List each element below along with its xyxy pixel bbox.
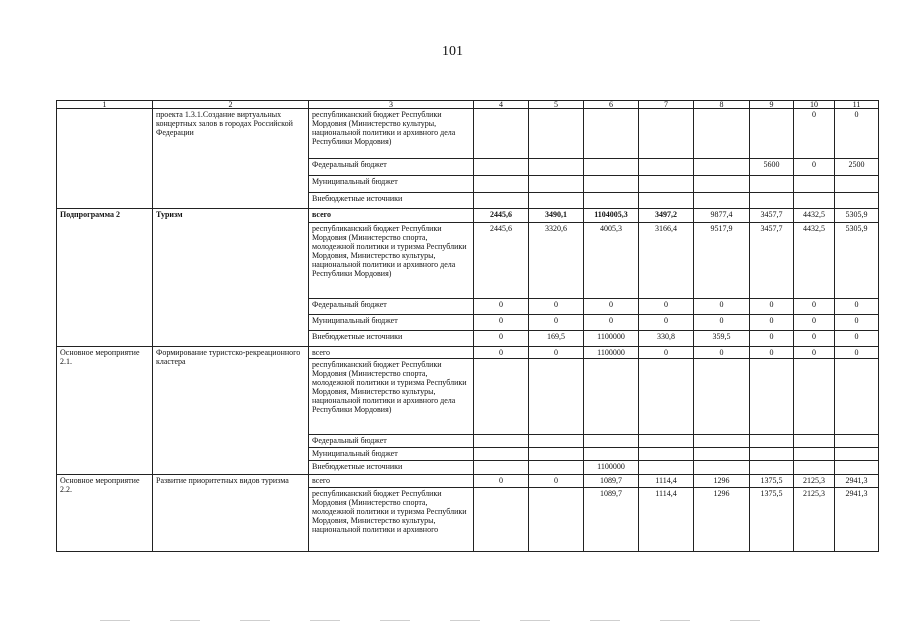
amount-cell bbox=[794, 359, 835, 435]
program-name: Формирование туристско-рекреационного кластера bbox=[153, 347, 309, 475]
amount-cell bbox=[694, 448, 750, 461]
column-header: 5 bbox=[529, 101, 584, 109]
program-name: проекта 1.3.1.Создание виртуальных концертных залов в городах Российской Федерации bbox=[153, 109, 309, 209]
amount-cell: 0 bbox=[794, 331, 835, 347]
amount-cell bbox=[529, 109, 584, 159]
funding-source: Федеральный бюджет bbox=[309, 299, 474, 315]
amount-cell: 3490,1 bbox=[529, 209, 584, 223]
amount-cell bbox=[584, 176, 639, 193]
amount-cell: 0 bbox=[474, 331, 529, 347]
amount-cell: 2500 bbox=[835, 159, 879, 176]
amount-cell: 5305,9 bbox=[835, 223, 879, 299]
amount-cell: 0 bbox=[694, 347, 750, 359]
amount-cell: 0 bbox=[835, 331, 879, 347]
amount-cell: 330,8 bbox=[639, 331, 694, 347]
program-code: Подпрограмма 2 bbox=[57, 209, 153, 347]
amount-cell: 4432,5 bbox=[794, 223, 835, 299]
amount-cell: 0 bbox=[794, 299, 835, 315]
amount-cell: 1100000 bbox=[584, 461, 639, 475]
amount-cell bbox=[835, 461, 879, 475]
funding-source: Муниципальный бюджет bbox=[309, 315, 474, 331]
amount-cell: 0 bbox=[584, 299, 639, 315]
amount-cell: 0 bbox=[750, 315, 794, 331]
amount-cell: 0 bbox=[639, 315, 694, 331]
amount-cell bbox=[474, 359, 529, 435]
amount-cell: 0 bbox=[794, 347, 835, 359]
amount-cell: 4432,5 bbox=[794, 209, 835, 223]
amount-cell bbox=[835, 448, 879, 461]
amount-cell: 3166,4 bbox=[639, 223, 694, 299]
program-name: Развитие приоритетных видов туризма bbox=[153, 475, 309, 552]
column-header: 10 bbox=[794, 101, 835, 109]
amount-cell bbox=[639, 109, 694, 159]
amount-cell bbox=[639, 435, 694, 448]
column-header: 6 bbox=[584, 101, 639, 109]
amount-cell: 1100000 bbox=[584, 347, 639, 359]
funding-source: Внебюджетные источники bbox=[309, 331, 474, 347]
funding-source: Внебюджетные источники bbox=[309, 461, 474, 475]
amount-cell: 2125,3 bbox=[794, 488, 835, 552]
amount-cell: 1089,7 bbox=[584, 475, 639, 488]
amount-cell: 0 bbox=[750, 347, 794, 359]
amount-cell: 0 bbox=[835, 347, 879, 359]
amount-cell: 3497,2 bbox=[639, 209, 694, 223]
amount-cell bbox=[474, 435, 529, 448]
amount-cell bbox=[639, 461, 694, 475]
amount-cell bbox=[529, 435, 584, 448]
amount-cell bbox=[584, 448, 639, 461]
amount-cell: 0 bbox=[639, 299, 694, 315]
amount-cell bbox=[529, 176, 584, 193]
amount-cell bbox=[794, 193, 835, 209]
table-row bbox=[57, 209, 879, 223]
amount-cell bbox=[529, 193, 584, 209]
funding-source: Федеральный бюджет bbox=[309, 435, 474, 448]
program-code bbox=[57, 109, 153, 209]
amount-cell: 0 bbox=[750, 331, 794, 347]
amount-cell bbox=[750, 461, 794, 475]
amount-cell: 2445,6 bbox=[474, 209, 529, 223]
amount-cell bbox=[750, 109, 794, 159]
column-header: 11 bbox=[835, 101, 879, 109]
funding-source: всего bbox=[309, 475, 474, 488]
amount-cell bbox=[474, 448, 529, 461]
amount-cell: 0 bbox=[835, 299, 879, 315]
amount-cell: 3457,7 bbox=[750, 209, 794, 223]
amount-cell: 0 bbox=[529, 347, 584, 359]
amount-cell: 359,5 bbox=[694, 331, 750, 347]
amount-cell: 0 bbox=[835, 109, 879, 159]
amount-cell bbox=[694, 193, 750, 209]
funding-source: республиканский бюджет Республики Мордовия (Министерство спорта, молодежной политики и туризма Республики Мордовия, Министерство культуры, национальной политики и архивного bbox=[309, 488, 474, 552]
funding-source: республиканский бюджет Республики Мордовия (Министерство спорта, молодежной политики и туризма Республики Мордовия, Министерство культуры, национальной политики и архивного дела Республики Мордовия) bbox=[309, 223, 474, 299]
amount-cell bbox=[529, 359, 584, 435]
amount-cell: 1296 bbox=[694, 475, 750, 488]
amount-cell: 0 bbox=[794, 109, 835, 159]
amount-cell: 2125,3 bbox=[794, 475, 835, 488]
column-header: 3 bbox=[309, 101, 474, 109]
amount-cell bbox=[794, 448, 835, 461]
amount-cell: 169,5 bbox=[529, 331, 584, 347]
amount-cell bbox=[639, 176, 694, 193]
amount-cell bbox=[694, 461, 750, 475]
amount-cell bbox=[529, 448, 584, 461]
funding-source: всего bbox=[309, 347, 474, 359]
column-header: 2 bbox=[153, 101, 309, 109]
table-row bbox=[57, 347, 879, 359]
amount-cell bbox=[750, 448, 794, 461]
amount-cell: 0 bbox=[529, 475, 584, 488]
program-name: Туризм bbox=[153, 209, 309, 347]
amount-cell: 3457,7 bbox=[750, 223, 794, 299]
funding-source: Муниципальный бюджет bbox=[309, 176, 474, 193]
program-code: Основное мероприятие 2.2. bbox=[57, 475, 153, 552]
amount-cell bbox=[694, 435, 750, 448]
amount-cell bbox=[750, 193, 794, 209]
table-row bbox=[57, 109, 879, 159]
amount-cell bbox=[835, 176, 879, 193]
amount-cell bbox=[639, 159, 694, 176]
column-header: 8 bbox=[694, 101, 750, 109]
program-code: Основное мероприятие 2.1. bbox=[57, 347, 153, 475]
amount-cell: 0 bbox=[474, 475, 529, 488]
funding-source: всего bbox=[309, 209, 474, 223]
amount-cell: 1114,4 bbox=[639, 475, 694, 488]
amount-cell bbox=[529, 488, 584, 552]
amount-cell bbox=[639, 448, 694, 461]
amount-cell: 0 bbox=[474, 299, 529, 315]
amount-cell: 0 bbox=[584, 315, 639, 331]
column-header: 4 bbox=[474, 101, 529, 109]
funding-source: Муниципальный бюджет bbox=[309, 448, 474, 461]
amount-cell: 0 bbox=[794, 315, 835, 331]
funding-source: Федеральный бюджет bbox=[309, 159, 474, 176]
page-number: 101 bbox=[442, 44, 463, 59]
amount-cell bbox=[835, 435, 879, 448]
amount-cell: 0 bbox=[794, 159, 835, 176]
funding-source: республиканский бюджет Республики Мордовия (Министерство культуры, национальной политики и архивного дела Республики Мордовия) bbox=[309, 109, 474, 159]
amount-cell bbox=[750, 176, 794, 193]
amount-cell: 0 bbox=[835, 315, 879, 331]
amount-cell bbox=[474, 109, 529, 159]
amount-cell bbox=[474, 176, 529, 193]
amount-cell bbox=[794, 435, 835, 448]
amount-cell bbox=[694, 176, 750, 193]
scan-artifact-line bbox=[100, 620, 800, 621]
amount-cell bbox=[694, 159, 750, 176]
funding-source: республиканский бюджет Республики Мордовия (Министерство спорта, молодежной политики и туризма Республики Мордовия, Министерство культуры, национальной политики и архивного дела Республики Мордовия) bbox=[309, 359, 474, 435]
header-row bbox=[57, 101, 879, 109]
amount-cell bbox=[639, 359, 694, 435]
amount-cell: 0 bbox=[694, 315, 750, 331]
amount-cell bbox=[694, 109, 750, 159]
amount-cell bbox=[584, 159, 639, 176]
amount-cell bbox=[584, 435, 639, 448]
amount-cell bbox=[529, 159, 584, 176]
budget-table bbox=[56, 100, 879, 552]
amount-cell: 4005,3 bbox=[584, 223, 639, 299]
amount-cell: 0 bbox=[474, 315, 529, 331]
amount-cell: 5305,9 bbox=[835, 209, 879, 223]
amount-cell bbox=[474, 488, 529, 552]
amount-cell: 0 bbox=[529, 299, 584, 315]
amount-cell bbox=[474, 461, 529, 475]
amount-cell bbox=[835, 359, 879, 435]
amount-cell: 5600 bbox=[750, 159, 794, 176]
amount-cell bbox=[639, 193, 694, 209]
amount-cell bbox=[794, 461, 835, 475]
amount-cell: 0 bbox=[694, 299, 750, 315]
column-header: 9 bbox=[750, 101, 794, 109]
amount-cell bbox=[529, 461, 584, 475]
amount-cell: 2445,6 bbox=[474, 223, 529, 299]
amount-cell: 1100000 bbox=[584, 331, 639, 347]
funding-source: Внебюджетные источники bbox=[309, 193, 474, 209]
amount-cell: 9877,4 bbox=[694, 209, 750, 223]
amount-cell bbox=[750, 359, 794, 435]
column-header: 1 bbox=[57, 101, 153, 109]
amount-cell: 9517,9 bbox=[694, 223, 750, 299]
amount-cell bbox=[794, 176, 835, 193]
amount-cell bbox=[584, 193, 639, 209]
amount-cell: 2941,3 bbox=[835, 475, 879, 488]
amount-cell bbox=[584, 109, 639, 159]
amount-cell: 1104005,3 bbox=[584, 209, 639, 223]
amount-cell bbox=[694, 359, 750, 435]
column-header: 7 bbox=[639, 101, 694, 109]
amount-cell: 0 bbox=[750, 299, 794, 315]
amount-cell bbox=[474, 193, 529, 209]
amount-cell bbox=[474, 159, 529, 176]
amount-cell: 1114,4 bbox=[639, 488, 694, 552]
amount-cell bbox=[835, 193, 879, 209]
amount-cell: 1296 bbox=[694, 488, 750, 552]
table-row bbox=[57, 475, 879, 488]
amount-cell: 0 bbox=[639, 347, 694, 359]
amount-cell bbox=[750, 435, 794, 448]
amount-cell: 2941,3 bbox=[835, 488, 879, 552]
amount-cell: 0 bbox=[529, 315, 584, 331]
amount-cell: 3320,6 bbox=[529, 223, 584, 299]
amount-cell: 1375,5 bbox=[750, 488, 794, 552]
amount-cell: 1089,7 bbox=[584, 488, 639, 552]
amount-cell: 0 bbox=[474, 347, 529, 359]
amount-cell: 1375,5 bbox=[750, 475, 794, 488]
amount-cell bbox=[584, 359, 639, 435]
